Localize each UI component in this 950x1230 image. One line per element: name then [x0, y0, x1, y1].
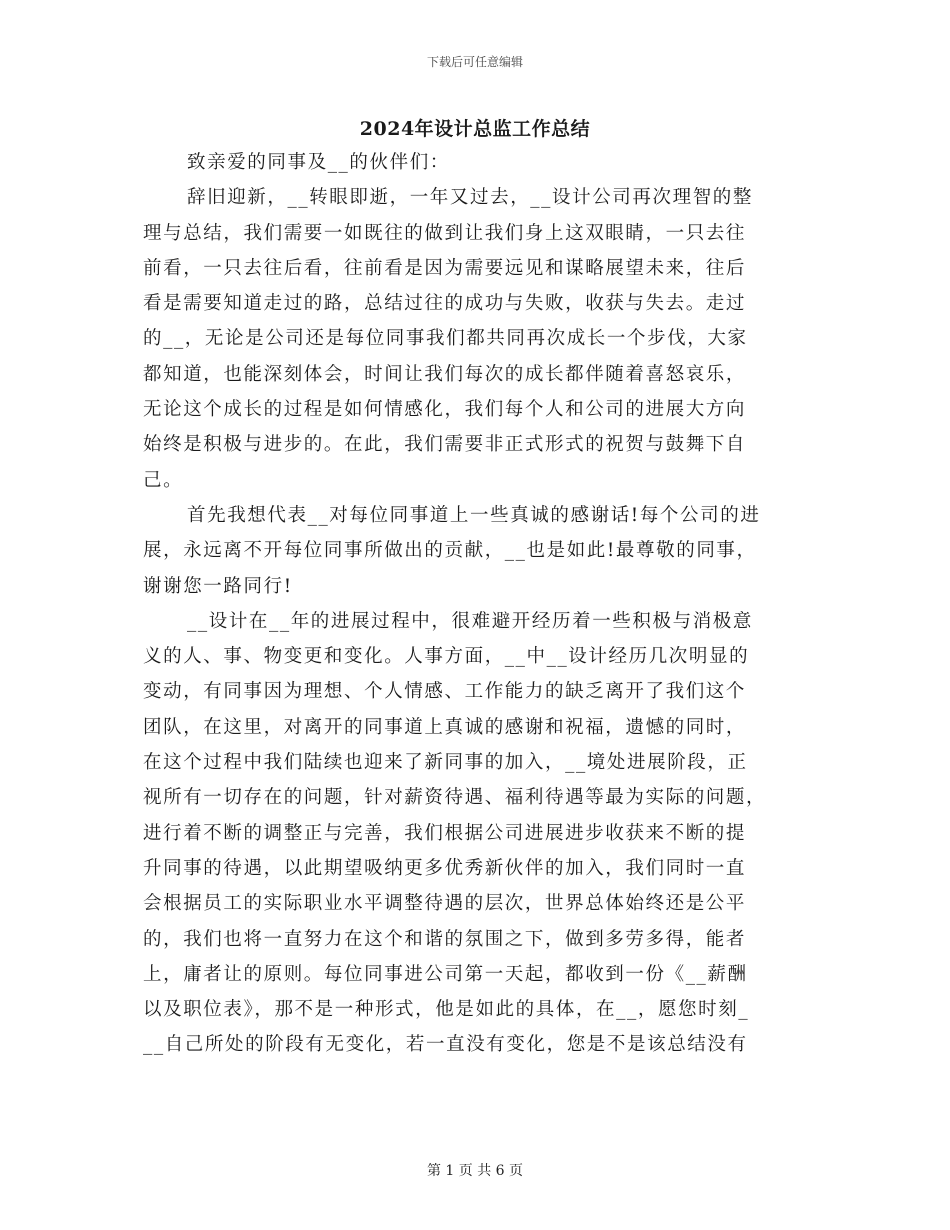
body-line: 展，永远离不开每位同事所做出的贡献，__也是如此!最尊敬的同事，	[143, 540, 757, 562]
body-line: 辞旧迎新，__转眼即逝，一年又过去，__设计公司再次理智的整	[187, 187, 754, 209]
body-line: 前看，一只去往后看，往前看是因为需要远见和谋略展望未来，往后	[143, 257, 747, 279]
body-line: 会根据员工的实际职业水平调整待遇的层次，世界总体始终还是公平	[143, 893, 747, 915]
body-line: 致亲爱的同事及__的伙伴们：	[187, 152, 450, 173]
body-line: 以及职位表》，那不是一种形式，他是如此的具体，在__，愿您时刻_	[143, 999, 750, 1021]
body-line: 变动，有同事因为理想、个人情感、工作能力的缺乏离开了我们这个	[143, 681, 747, 703]
body-line: 都知道，也能深刻体会，时间让我们每次的成长都伴随着喜怒哀乐，	[143, 363, 747, 385]
body-line: 团队，在这里，对离开的同事道上真诚的感谢和祝福，遗憾的同时，	[143, 716, 747, 738]
document-body	[143, 145, 807, 1063]
body-line: 无论这个成长的过程是如何情感化，我们每个人和公司的进展大方向	[143, 399, 747, 421]
body-line: 始终是积极与进步的。在此，我们需要非正式形式的祝贺与鼓舞下自	[143, 434, 747, 456]
body-line: __设计在__年的进展过程中，很难避开经历着一些积极与消极意	[187, 610, 754, 632]
body-line: 看是需要知道走过的路，总结过往的成功与失败，收获与失去。走过	[143, 293, 747, 315]
page-number-footer: 第 1 页 共 6 页	[426, 1163, 524, 1179]
document-title: 2024年设计总监工作总结	[359, 118, 591, 140]
body-line: 谢谢您一路同行!	[143, 575, 293, 597]
body-line: 升同事的待遇，以此期望吸纳更多优秀新伙伴的加入，我们同时一直	[143, 857, 747, 879]
body-line: 上，庸者让的原则。每位同事进公司第一天起，都收到一份《__薪酬	[143, 963, 748, 985]
body-line: 义的人、事、物变更和变化。人事方面，__中__设计经历几次明显的	[143, 646, 750, 668]
body-line: 己。	[143, 469, 184, 491]
body-line: 视所有一切存在的问题，针对薪资待遇、福利待遇等最为实际的问题，	[143, 787, 767, 809]
body-line: 理与总结，我们需要一如既往的做到让我们身上这双眼睛，一只去往	[143, 222, 747, 244]
body-line: 进行着不断的调整正与完善，我们根据公司进展进步收获来不断的提	[143, 822, 747, 844]
page-header: 下载后可任意编辑	[426, 55, 523, 69]
body-line: 首先我想代表__对每位同事道上一些真诚的感谢话!每个公司的进	[187, 504, 761, 526]
body-line: 的__，无论是公司还是每位同事我们都共同再次成长一个步伐，大家	[143, 328, 748, 350]
body-line: 在这个过程中我们陆续也迎来了新同事的加入，__境处进展阶段，正	[143, 752, 748, 774]
body-line: __自己所处的阶段有无变化，若一直没有变化，您是不是该总结没有	[143, 1034, 748, 1056]
body-line: 的，我们也将一直努力在这个和谐的氛围之下，做到多劳多得，能者	[143, 928, 747, 950]
